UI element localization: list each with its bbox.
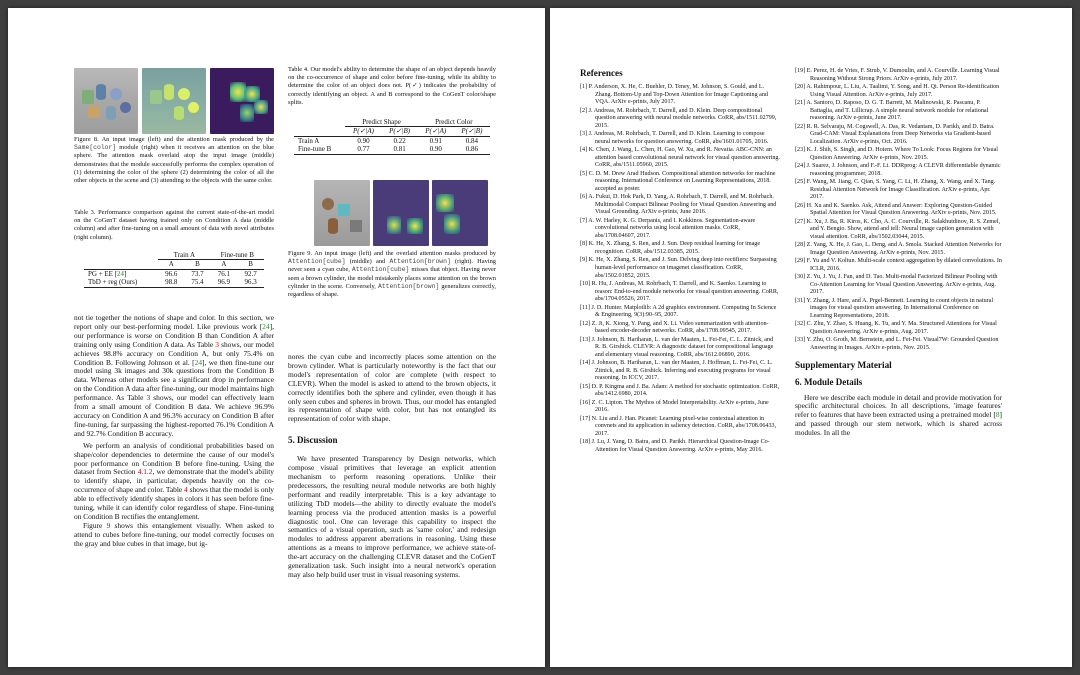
- reference-entry: [1] P. Anderson, X. He, C. Buehler, D. Teney, M. Johnson, S. Gould, and L. Zhang. Bottom-Up and Top-Down Attention for Image Captioning and VQA. ArXiv e-prints, July 2017.: [580, 84, 768, 106]
- figure-9-caption: Figure 9. An input image (left) and the overlaid attention masks produced by Attention[cube] (middle) and Attention[brown] (right). Having never seen a cyan cube, Attention[cube] misses that object. Having never seen a brown cylinder, the model mistakenly places some attention on the brown cylinder in the scene. Conversely, Attention[brown] generalizes correctly, regardless of shape.: [288, 250, 496, 299]
- left-column-body: not tie together the notions of shape and color. In this section, we report only our best-performing model. Like previous work [24], our performance is worse on Condition B than Condition A after training only using Condition A data. As Table 3 shows, our model achieves 98.8% accuracy on Condition A, but only 75.4% on Condition B. Following Johnson et al. [24], we then fine-tune our model using 3k images and 30k questions from the Condition B data. Whereas other models see a significant drop in performance on the Condition A data after fine-tuning, our model maintains high performance. As Table 3 shows, our model can effectively learn from a small amount of Condition B data. We achieve 96.9% accuracy on Condition A and 96.3% accuracy on Condition B after fine-tuning, far surpassing the highest-reported 76.1% Condition A and 92.7% Condition B accuracy. We perform an analysis of conditional probabilities based on shape/color dependencies to determine the cause of our model's poor performance on Condition B before fine-tuning. Using the dataset from Section 4.1.2, we demonstrate that the model's ability to identify shape, in particular, depends heavily on the co-occurrence of shape and color. Table 4 shows that the model is only able to effectively identify shapes in colors it has seen before fine-tuning, while it can identify color regardless of shape. Fine-tuning on Condition B rectifies the entanglement. Figure 9 shows this entanglement visually. When asked to attend to cubes before fine-tuning, our model correctly focuses on the gray and blue cubes in that image, but ig-: [74, 313, 274, 548]
- table-row: Fine-tune B 0.77 0.81 0.90 0.86: [294, 145, 490, 154]
- table-3-sub-header: A: [168, 260, 174, 269]
- right-column-body: nores the cyan cube and incorrectly places some attention on the brown cylinder. What is particularly noteworthy is the fact that our model's representation of color are complete (with respect to CLEVR). When the model is asked to attend to the brown objects, it correctly identifies both the sphere and cylinder, even though it has only seen cubes and spheres in brown. Thus, our model has entangled its representation of shape with color, but has not entangled its representation of color with shape. 5. Discussion We have presented Transparency by Design networks, which compose visual primitives that leverage an explicit attention mechanism to perform reasoning operations. Unlike their predecessors, the resulting neural module networks are both highly performant and readily interpretable. This is a key advantage to utilizing TbD models—the ability to directly evaluate the model's learning process via the produced attention masks is a powerful diagnostic tool. One can leverage this capability to inspect the semantics of a visual operation, such as 'same color,' and redesign modules to address apparent aberrations in reasoning. Using these attentions as a means to improve performance, we achieve state-of-the-art accuracy on the challenging CLEVR dataset and the CoGenT generalization task. Such insight into a neural network's operation may also help build user trust in visual reasoning systems.: [288, 352, 496, 579]
- table-3: [84, 251, 264, 288]
- reference-entry: [16] Z. C. Lipton. The Mythos of Model Interpretability. ArXiv e-prints, June 2016.: [580, 399, 769, 414]
- table-row: PG + EE [24] 96.6 73.7 76.1 92.7: [88, 269, 257, 278]
- supplementary-heading: Supplementary Material: [795, 359, 892, 370]
- table-3-group-fine-tune-b: Fine-tune B: [211, 251, 264, 260]
- reference-entry: [33] Y. Zhu, O. Groth, M. Bernstein, and L. Fei-Fei. Visual7W: Grounded Question Answering in Images. ArXiv e-prints, Nov. 2015.: [795, 337, 999, 351]
- paper-page-right: [550, 8, 1072, 667]
- table-4-sub-header: P(✓|B): [461, 127, 483, 136]
- reference-entry: [4] K. Chen, J. Wang, L. Chen, H. Gao, W. Xu, and R. Nevatia. ABC-CNN: an attention based convolutional neural network for visual question answering. CoRR, abs/1511.05960, 2015.: [580, 147, 780, 169]
- figure-9-input-image: [314, 180, 370, 246]
- table-4-sub-header: P(✓|A): [425, 127, 447, 136]
- reference-entry: [6] A. Fukui, D. Hok Park, D. Yang, A. Rohrbach, T. Darrell, and M. Rohrbach. Multimodal Compact Bilinear Pooling for Visual Question Answering and Visual Grounding. ArXiv e-prints, June 2016.: [580, 194, 777, 216]
- reference-entry: [30] Z. Yu, J. Yu, J. Fan, and D. Tao. Multi-modal Factorized Bilinear Pooling with Co-Attention Learning for Visual Question Answering. ArXiv e-prints, Aug. 2017.: [795, 274, 998, 296]
- table-3-group-train-a: Train A: [158, 251, 210, 260]
- table-4-group-predict-color: Predict Color: [418, 118, 490, 127]
- reference-entry: [10] R. Hu, J. Andreas, M. Rohrbach, T. Darrell, and K. Saenko. Learning to reason: End-to-end module networks for visual question answering. CoRR, abs/1704.05526, 2017.: [580, 281, 779, 303]
- figure-9-attention-brown: [432, 180, 488, 246]
- paper-page-left: [8, 8, 545, 667]
- reference-entry: [24] J. Suarez, J. Johnson, and F.-F. Li. DDRprog: A CLEVR differentiable dynamic reasoning programmer, 2018.: [795, 163, 1001, 177]
- reference-entry: [19] E. Perez, H. de Vries, F. Strub, V. Dumoulin, and A. Courville. Learning Visual Reasoning Without Strong Priors. ArXiv e-prints, July 2017.: [795, 68, 1000, 82]
- section-6-heading: 6. Module Details: [795, 376, 863, 387]
- reference-entry: [29] F. Yu and V. Koltun. Multi-scale context aggregation by dilated convolutions. In ICLR, 2016.: [795, 258, 1002, 272]
- reference-entry: [5] C. D. M. Drew Arad Hudson. Compositional attention networks for machine reasoning. International Conference on Learning Representations, 2018. accepted as poster.: [580, 170, 776, 192]
- reference-entry: [28] Z. Yang, X. He, J. Gao, L. Deng, and A. Smola. Stacked Attention Networks for Image Question Answering. ArXiv e-prints, Nov. 2015.: [795, 242, 1002, 256]
- reference-entry: [31] Y. Zhang, J. Hare, and A. Prgel-Bennett. Learning to count objects in natural images for visual question answering. In International Conference on Learning Representations, 2018.: [795, 297, 994, 319]
- table-row: TbD + reg (Ours) 98.8 75.4 96.9 96.3: [84, 278, 264, 287]
- reference-entry: [9] K. He, X. Zhang, S. Ren, and J. Sun. Delving deep into rectifiers: Surpassing human-level performance on imagenet classification. CoRR, abs/1502.01852, 2015.: [580, 257, 777, 279]
- reference-entry: [23] K. J. Shih, S. Singh, and D. Hoiem. Where To Look: Focus Regions for Visual Question Answering. ArXiv e-prints, Nov. 2015.: [795, 147, 998, 161]
- reference-entry: [2] J. Andreas, M. Rohrbach, T. Darrell, and D. Klein. Deep compositional question answering with neural module networks. CoRR, abs/1511.02799, 2015.: [580, 107, 777, 129]
- reference-entry: [22] R. R. Selvaraju, M. Cogswell, A. Das, R. Vedantam, D. Parikh, and D. Batra. Grad-CAM: Visual Explanations from Deep Networks via Gradient-based Localization. ArXiv e-prints, Oct. 2016.: [795, 123, 995, 145]
- reference-entry: [11] J. D. Hunter. Matplotlib: A 2d graphics environment. Computing In Science & Engineering, 9(3):90–95, 2007.: [580, 304, 777, 319]
- reference-entry: [13] J. Johnson, B. Hariharan, L. van der Maaten, L. Fei-Fei, C. L. Zitnick, and R. B. Girshick. CLEVR: A diagnostic dataset for compositional language and elementary visual reasoning. CoRR, abs/1612.06890, 2016.: [580, 336, 774, 358]
- reference-entry: [18] J. Lu, J. Yang, D. Batra, and D. Parikh. Hierarchical Question-Image Co-Attention for Visual Question Answering. ArXiv e-prints, May 2016.: [580, 439, 770, 453]
- reference-entry: [17] N. Liu and J. Han. Picanet: Learning pixel-wise contextual attention in convnets and its application in saliency detection. CoRR, abs/1708.06433, 2017.: [580, 415, 777, 437]
- references-right-column: [795, 68, 1002, 438]
- table-3-caption: Table 3. Performance comparison against the current state-of-the-art model on the CoGenT dataset having trained only on Condition A data (middle column) and after fine-tuning on a small amount of data with novel attributes (right column).: [74, 209, 274, 241]
- figure-9-attention-cube: [373, 180, 429, 246]
- reference-entry: [32] C. Zhu, Y. Zhao, S. Huang, K. Tu, and Y. Ma. Structured Attentions for Visual Question Answering. ArXiv e-prints, Aug. 2017.: [795, 321, 997, 335]
- reference-entry: [14] J. Johnson, B. Hariharan, L. van der Maaten, J. Hoffman, L. Fei-Fei, C. L. Zitnick, and R. B. Girshick. Inferring and executing programs for visual reasoning. In ICCV, 2017.: [580, 360, 773, 382]
- table-3-sub-header: B: [248, 260, 253, 269]
- reference-entry: [27] K. Xu, J. Ba, R. Kiros, K. Cho, A. C. Courville, R. Salakhutdinov, R. S. Zemel, and Y. Bengio. Show, attend and tell: Neural image caption generation with visual attention. CoRR, abs/1502.03044, 2015.: [795, 218, 1001, 240]
- reference-entry: [25] F. Wang, M. Jiang, C. Qian, S. Yang, C. Li, H. Zhang, X. Wang, and X. Tang. Residual Attention Network for Image Classification. ArXiv e-prints, Apr. 2017.: [795, 179, 996, 201]
- figure-8-attention-mask: [210, 68, 274, 134]
- reference-entry: [26] H. Xu and K. Saenko. Ask, Attend and Answer: Exploring Question-Guided Spatial Attention for Visual Question Answering. ArXiv e-prints, Nov. 2015.: [795, 202, 997, 217]
- section-5-heading: 5. Discussion: [288, 435, 338, 446]
- figure-8-overlay-image: [142, 68, 206, 134]
- module-details-text: Here we describe each module in detail and provide motivation for specific architectural choices. In all descriptions, 'image features' refer to features that have been extracted using a pretrained model [8] and passed through our stem network, which is shared across modules. In all the: [795, 392, 1002, 438]
- reference-entry: [20] A. Rahimpour, L. Liu, A. Taalimi, Y. Song, and H. Qi. Person Re-identification Using Visual Attention. ArXiv e-prints, July 2017.: [795, 83, 1000, 98]
- table-3-sub-header: B: [195, 260, 200, 269]
- table-4-caption: Table 4. Our model's ability to determine the shape of an object depends heavily on the co-occurrence of shape and color before fine-tuning, while its ability to determine the color of an object does not. P(✓) indicates the probability of correctly identifying an object. A and B correspond to the CoGenT color/shape splits.: [288, 66, 496, 106]
- figure-8-input-image: [74, 68, 138, 134]
- reference-entry: [3] J. Andreas, M. Rohrbach, T. Darrell, and D. Klein. Learning to compose neural networks for question answering. CoRR, abs/1601.01705, 2016.: [580, 131, 769, 145]
- reference-entry: [7] A. W. Harley, K. G. Derpanis, and I. Kokkinos. Segmentation-aware convolutional networks using local attention masks. CoRR, abs/1708.04607, 2017.: [580, 217, 756, 240]
- reference-entry: [15] D. P. Kingma and J. Ba. Adam: A method for stochastic optimization. CoRR, abs/1412.6980, 2014.: [580, 383, 780, 398]
- table-4-group-predict-shape: Predict Shape: [345, 118, 417, 127]
- references-left-column: [580, 68, 780, 455]
- table-4: [294, 118, 490, 155]
- table-4-sub-header: P(✓|B): [389, 127, 411, 136]
- reference-entry: [12] Z. Ji, K. Xiong, Y. Pang, and X. Li. Video summarization with attention-based encoder-decoder networks. CoRR, abs/1708.09545, 2017.: [580, 320, 769, 335]
- table-3-sub-header: A: [221, 260, 227, 269]
- table-4-sub-header: P(✓|A): [352, 127, 374, 136]
- figure-8-caption: Figure 8. An input image (left) and the attention mask produced by the Same[color] module (right) when it receives an attention on the blue sphere. The attention mask overlaid atop the input image (middle) demonstrates that the module successfully performs the complex operation of (1) determining the color of the sphere (2) determining the color of all the other objects in the scene and (3) attending to the objects with the same color.: [74, 136, 274, 185]
- references-heading: References: [580, 68, 623, 78]
- table-row: Train A 0.90 0.22 0.91 0.84: [298, 136, 479, 145]
- reference-entry: [8] K. He, X. Zhang, S. Ren, and J. Sun. Deep residual learning for image recognition. CoRR, abs/1512.03385, 2015.: [580, 241, 761, 256]
- reference-entry: [21] A. Santoro, D. Raposo, D. G. T. Barrett, M. Malinowski, R. Pascanu, P. Battaglia, and T. Lillicrap. A simple neural network module for relational reasoning. ArXiv e-prints, June 2017.: [795, 99, 989, 122]
